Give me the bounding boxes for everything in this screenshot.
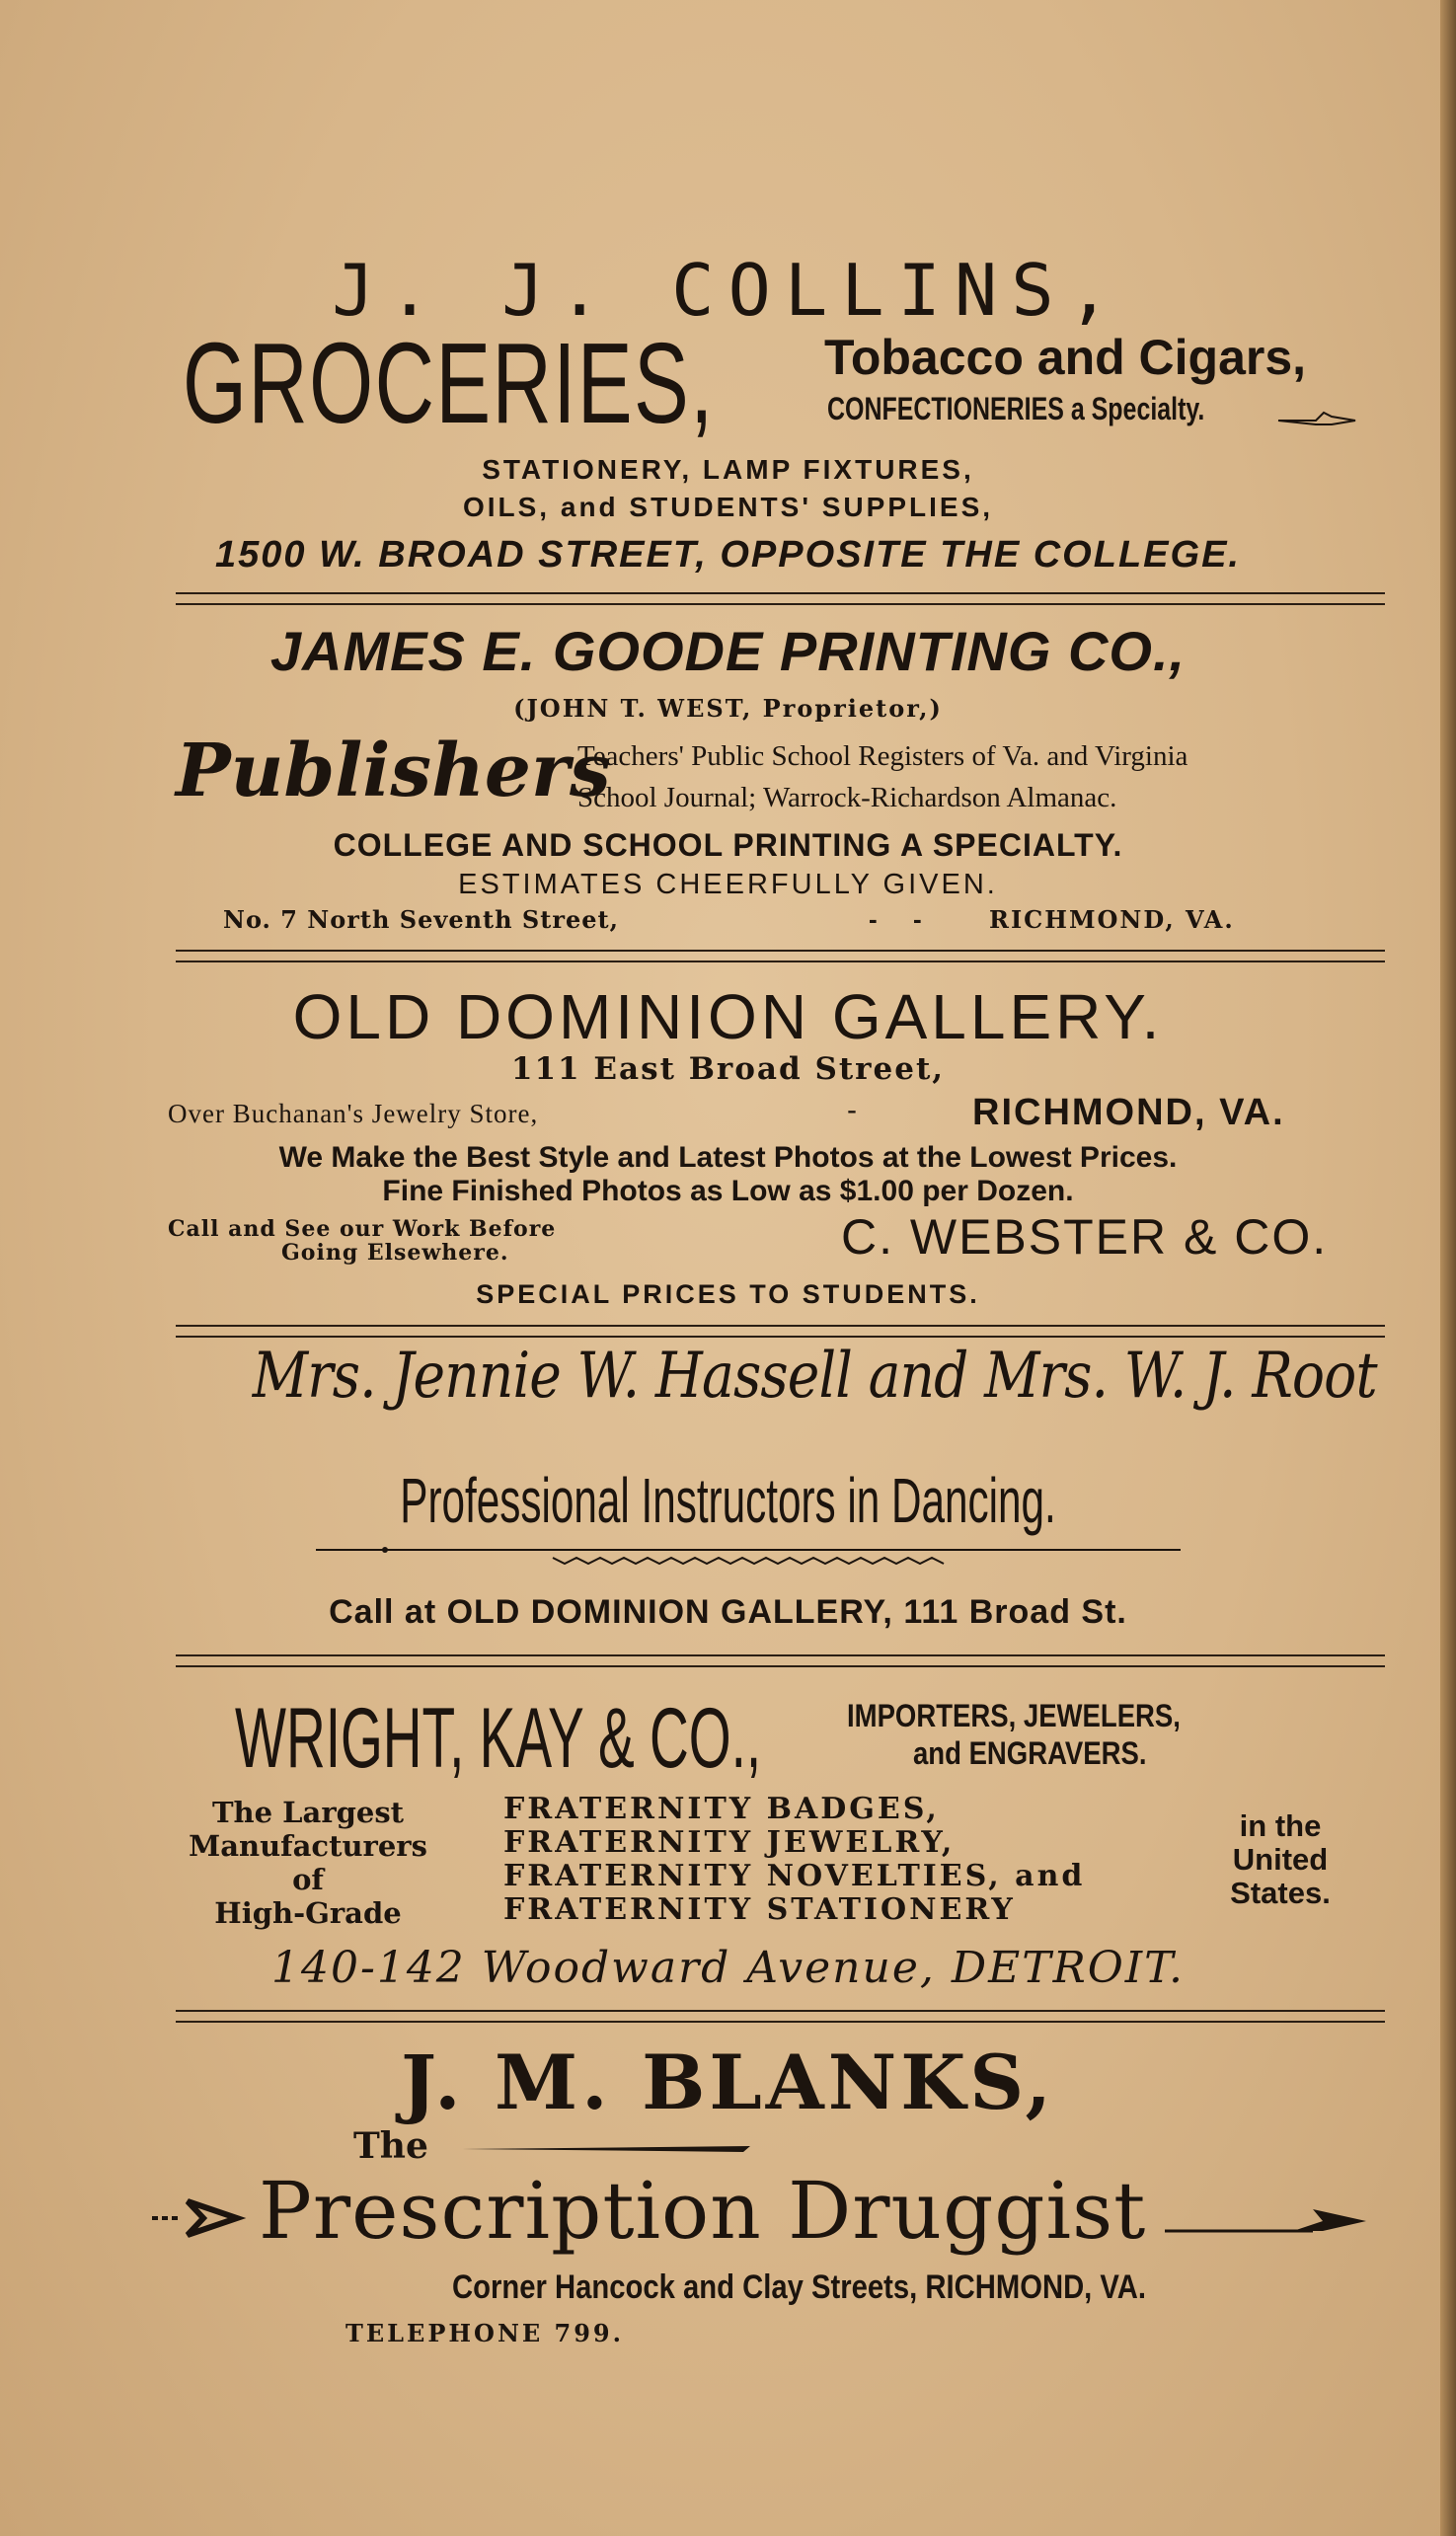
wright-address: 140-142 Woodward Avenue, DETROIT. [270, 1943, 1186, 1993]
instructors-names: Mrs. Jennie W. Hassell and Mrs. W. J. Root [252, 1340, 1377, 1413]
wright-left-line: Manufacturers [189, 1829, 427, 1863]
tobacco-text: Tobacco and Cigars, [824, 330, 1307, 385]
goode-dash: - [913, 904, 922, 934]
prescription-druggist: Prescription Druggist [259, 2165, 1147, 2257]
goode-desc1: Teachers' Public School Registers of Va. and Virginia [577, 740, 1188, 772]
goode-specialty: COLLEGE AND SCHOOL PRINTING A SPECIALTY. [333, 827, 1123, 863]
wright-left-line: of [292, 1863, 324, 1896]
divider [176, 1654, 1385, 1667]
gallery-call1: Call and See our Work Before [168, 1216, 557, 1242]
webster-name: C. WEBSTER & CO. [841, 1209, 1329, 1265]
pointing-hand-icon [1276, 407, 1357, 430]
dancing-call: Call at OLD DOMINION GALLERY, 111 Broad St. [329, 1593, 1127, 1631]
gallery-address: 111 East Broad Street, [510, 1051, 946, 1087]
wright-left-line: High-Grade [214, 1896, 402, 1930]
blanks-name: J. M. BLANKS, [401, 2038, 1055, 2126]
goode-dash: - [869, 904, 878, 934]
blanks-telephone: TELEPHONE 799. [345, 2319, 624, 2347]
goode-desc2: School Journal; Warrock-Richardson Almanac. [577, 782, 1117, 813]
arrow-ornament-icon [148, 2193, 259, 2243]
collins-address: 1500 W. BROAD STREET, OPPOSITE THE COLLEGE. [215, 534, 1241, 576]
confectioneries-text: CONFECTIONERIES a Specialty. [827, 391, 1205, 426]
goode-street: No. 7 North Seventh Street, [223, 905, 619, 934]
fraternity-line: FRATERNITY NOVELTIES, and [503, 1859, 1086, 1893]
wright-right-line: in the [1239, 1808, 1322, 1843]
collins-line1: STATIONERY, LAMP FIXTURES, [482, 454, 974, 485]
goode-name: JAMES E. GOODE PRINTING CO., [269, 620, 1187, 682]
divider [176, 950, 1385, 962]
gallery-line2: Fine Finished Photos as Low as $1.00 per Dozen. [382, 1175, 1074, 1207]
gallery-dash: - [847, 1094, 857, 1126]
goode-proprietor: (JOHN T. WEST, Proprietor,) [513, 694, 943, 723]
blanks-address: Corner Hancock and Clay Streets, RICHMOND, VA. [452, 2268, 1147, 2306]
goode-estimates: ESTIMATES CHEERFULLY GIVEN. [458, 869, 998, 900]
fraternity-line: FRATERNITY JEWELRY, [503, 1825, 956, 1860]
collins-line2: OILS, and STUDENTS' SUPPLIES, [462, 492, 994, 522]
gallery-call2: Going Elsewhere. [281, 1240, 509, 1266]
groceries-heading: GROCERIES, [183, 319, 715, 447]
fraternity-line: FRATERNITY BADGES, [503, 1792, 940, 1826]
divider [176, 2010, 1385, 2023]
wright-right-line: States. [1230, 1876, 1331, 1910]
divider [176, 1325, 1385, 1338]
wright-importers2: and ENGRAVERS. [913, 1735, 1147, 1771]
arrow-ornament-icon [1165, 2195, 1367, 2239]
gallery-line1: We Make the Best Style and Latest Photos at the Lowest Prices. [278, 1141, 1178, 1174]
publishers-heading: Publishers [176, 729, 611, 813]
gallery-over: Over Buchanan's Jewelry Store, [168, 1099, 539, 1128]
decorative-rule [316, 1546, 1181, 1568]
collins-name: J. J. COLLINS, [332, 249, 1124, 332]
gallery-city: RICHMOND, VA. [972, 1092, 1285, 1133]
goode-city: RICHMOND, VA. [989, 905, 1235, 934]
dancing-title: Professional Instructors in Dancing. [400, 1465, 1056, 1536]
wright-left-line: The Largest [211, 1796, 405, 1829]
tapered-rule [462, 2146, 750, 2152]
fraternity-line: FRATERNITY STATIONERY [503, 1892, 1016, 1927]
divider [176, 592, 1385, 605]
wright-importers1: IMPORTERS, JEWELERS, [847, 1698, 1181, 1733]
gallery-special: SPECIAL PRICES TO STUDENTS. [476, 1279, 980, 1309]
wright-right-line: United [1232, 1842, 1329, 1877]
page-edge [1440, 0, 1456, 2536]
wright-name: WRIGHT, KAY & CO., [235, 1691, 762, 1786]
blanks-the: The [353, 2125, 428, 2167]
gallery-name: OLD DOMINION GALLERY. [292, 981, 1164, 1052]
